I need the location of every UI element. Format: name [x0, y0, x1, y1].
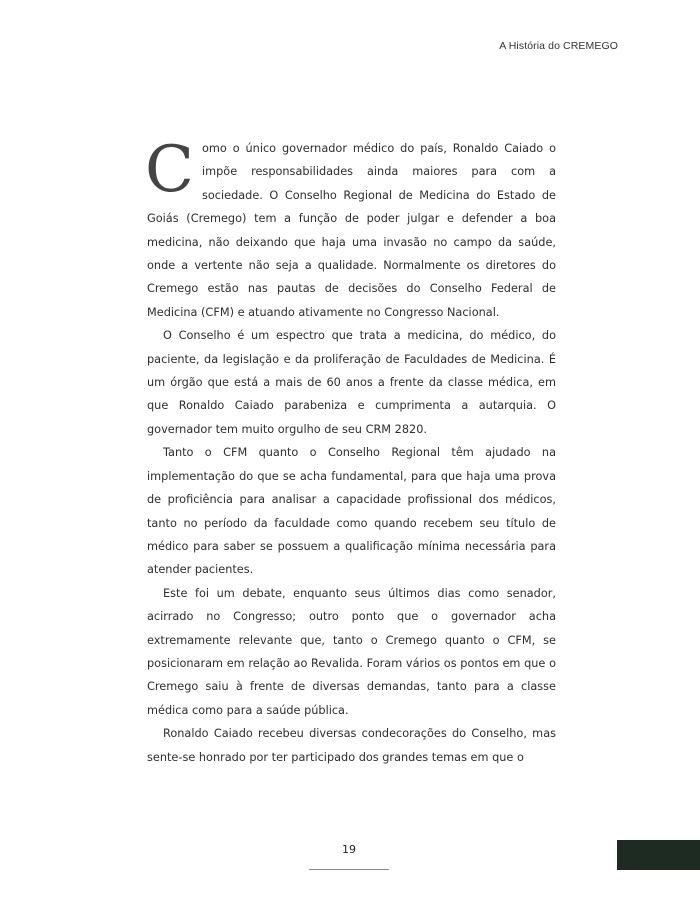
running-header: A História do CREMEGO [499, 40, 618, 52]
page-number-rule [309, 869, 389, 870]
paragraph-1 [145, 133, 556, 324]
paragraph-1-text: omo o único governador médico do país, Ronaldo Caiado o impõe responsabilidades ainda maiores para com a sociedade. O Conselho Regional de Medicina do Estado de Goiás (Cremego) tem a função de poder julgar e defender a boa medicina, não deixando que haja uma invasão no campo da saúde, onde a vertente não seja a qualidade. Normalmente os diretores do Cremego estão nas pautas de decisões do Conselho Federal de Medicina (CFM) e atuando ativamente no Congresso Nacional. [147, 142, 556, 319]
page-number: 19 [342, 843, 356, 856]
paragraph-2: O Conselho é um espectro que trata a medicina, do médico, do paciente, da legislação e da proliferação de Faculdades de Medicina. É um órgão que está a mais de 60 anos a frente da classe médica, em que Ronaldo Caiado parabeniza e cumprimenta a autarquia. O governador tem muito orgulho de seu CRM 2820. [147, 329, 556, 436]
paragraph-5: Ronaldo Caiado recebeu diversas condecorações do Conselho, mas sente-se honrado por ter participado dos grandes temas em que o [147, 727, 556, 764]
paragraph-4: Este foi um debate, enquanto seus últimos dias como senador, acirrado no Congresso; outro ponto que o governador acha extremamente relevante que, tanto o Cremego quanto o CFM, se posicionaram em relação ao Revalida. Foram vários os pontos em que o Cremego saiu à frente de diversas demandas, tanto para a classe médica como para a saúde pública. [147, 586, 556, 717]
corner-color-block [617, 840, 700, 870]
paragraph-3: Tanto o CFM quanto o Conselho Regional têm ajudado na implementação do que se acha fundamental, para que haja uma prova de proficiência para analisar a capacidade profissional dos médicos, tanto no período da faculdade como quando recebem seu título de médico para saber se possuem a qualificação mínima necessária para atender pacientes. [147, 446, 556, 577]
article-body [145, 133, 556, 769]
drop-cap: C [145, 133, 194, 207]
